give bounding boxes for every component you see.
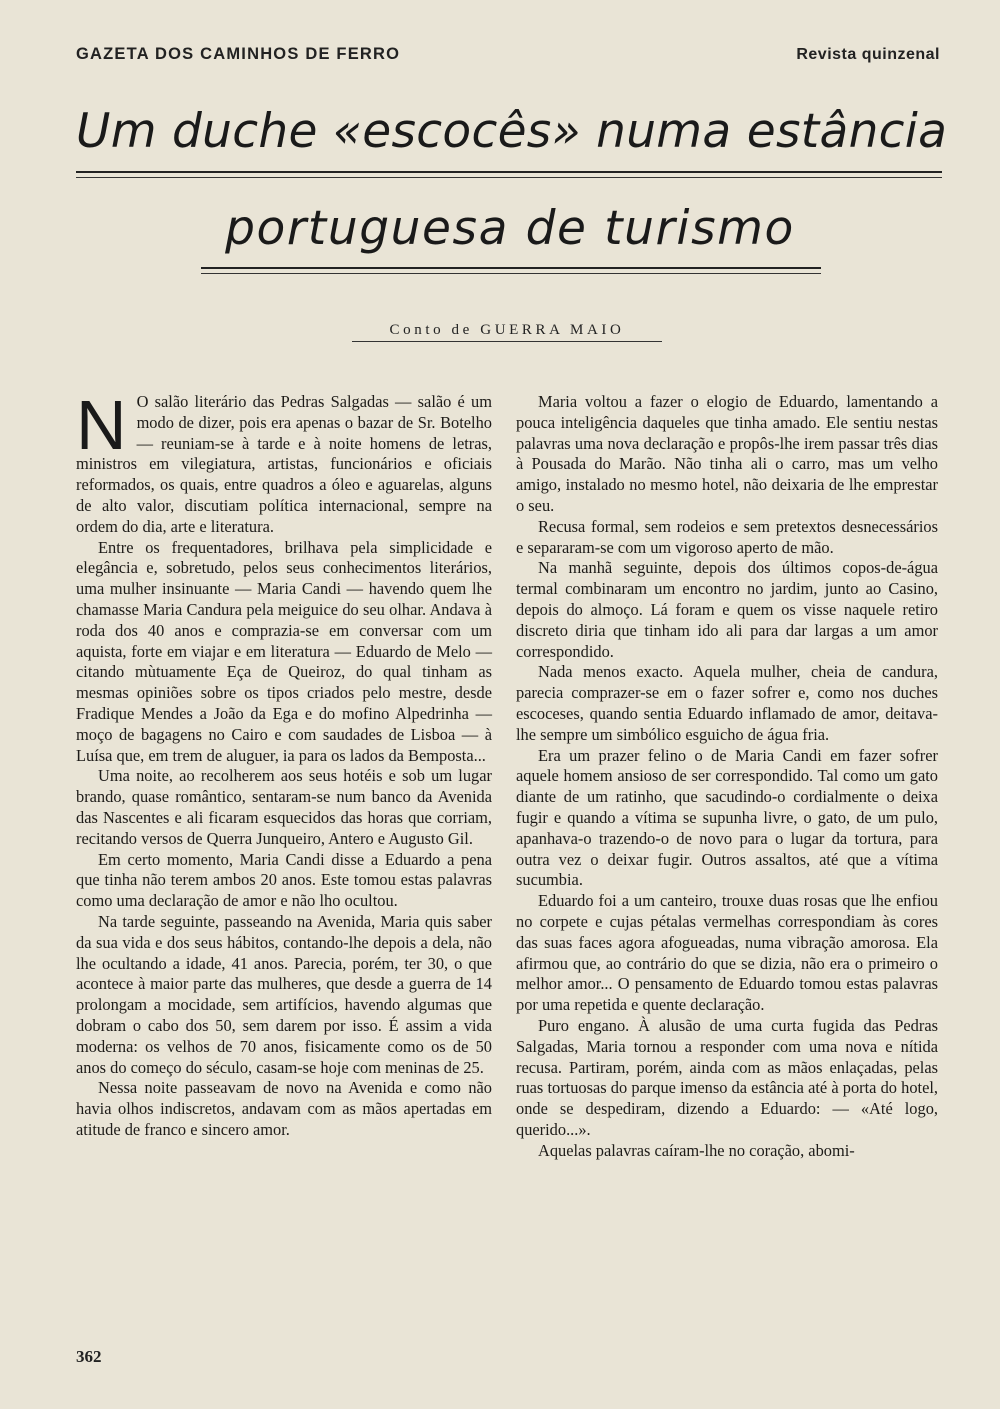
paragraph [76,386,492,538]
page-number: 362 [76,1347,102,1366]
paragraph: Nada menos exacto. Aquela mulher, cheia de candura, parecia comprazer-se em o fazer sofrer e, como nos duches escoceses, quando sentia Eduardo inflamado de amor, deitava-lhe sempre um simbólico esguicho de água fria. [516,662,938,744]
subtitle-rule-thick [201,267,821,269]
drop-cap: N [76,386,127,464]
paragraph-text: O salão literário das Pedras Salgadas — salão é um modo de dizer, pois era apenas o bazar de Sr. Botelho — reuniam-se à tarde e à noite homens de letras, ministros em vilegiatura, artistas, funcionários e oficiais reformados, os quais, entre quadros a óleo e aguarelas, alguns de alto valor, discutiam política internacional, sempre na ordem do dia, arte e literatura. [76,392,492,536]
publication-frequency: Revista quinzenal [796,46,940,63]
paragraph: Uma noite, ao recolherem aos seus hotéis e sob um lugar brando, quase romântico, sentaram-se num banco da Avenida das Nascentes e ali ficaram esquecidos das horas que corriam, recitando versos de Querra Junqueiro, Antero e Augusto Gil. [76,766,492,848]
paragraph: Aquelas palavras caíram-lhe no coração, abomi- [538,1140,855,1160]
paragraph: Eduardo foi a um canteiro, trouxe duas rosas que lhe enfiou no corpete e cujas pétalas vermelhas correspondiam às cores das suas faces agora afogueadas, numa vibração amorosa. Ela afirmou que, ao contrário do que se dizia, não era o primeiro o melhor amor... O pensamento de Eduardo tomou estas palavras por uma repetida e quente declaração. [516,891,938,1015]
paragraph: Entre os frequentadores, brilhava pela simplicidade e elegância e, sobretudo, pelos seus conhecimentos literários, uma mulher insinuante — Maria Candi — havendo quem lhe chamasse Maria Candura pela meiguice do seu olhar. Andava à roda dos 40 anos e comprazia-se em conversar com um aquista, forte em viajar e em literatura — Eduardo de Melo — citando mùtuamente Eça de Queiroz, do qual tinham as mesmas opiniões sobre os tipos criados pelo mestre, desde Fradique Mendes a João da Ega e do mofino Alpedrinha — moço de bagagens no Cairo e com saudades de Lisboa — à Luísa que, em trem de aluguer, ia para os lados da Bemposta... [76,537,492,765]
title-rule-thin [76,177,942,178]
paragraph: Em certo momento, Maria Candi disse a Eduardo a pena que tinha não terem ambos 20 anos. Este tomou estas palavras como uma declaração de amor e não lho ocultou. [76,849,492,911]
text-column-left [76,386,492,1141]
paragraph: Na manhã seguinte, depois dos últimos copos-de-água termal combinaram um encontro no jardim, junto ao Casino, depois do almoço. Lá foram e quem os visse naquele retiro discreto diria que tinham ido ali para dar largas a um amor correspondido. [516,558,938,661]
publication-name: GAZETA DOS CAMINHOS DE FERRO [76,45,401,63]
article-title-line-2: portuguesa de turismo [225,201,795,256]
text-column-right [516,392,938,1161]
paragraph: Recusa formal, sem rodeios e sem pretextos desnecessários e separaram-se com um vigoroso aperto de mão. [516,516,938,557]
paragraph: Puro engano. À alusão de uma curta fugida das Pedras Salgadas, Maria tornou a responder com uma nova e nítida recusa. Partiram, porém, ainda com as mãos enlaçadas, pelas ruas tortuosas do parque imenso da estância até à porta do hotel, onde se despediram, dizendo a Eduardo: — «Até logo, querido...». [516,1015,938,1139]
subtitle-rule-thin [201,273,821,274]
paragraph: Era um prazer felino o de Maria Candi em fazer sofrer aquele homem ansioso de ser correspondido. Tal como um gato diante de um ratinho, que sacudindo-o cordialmente o deixa fugir e quando a vítima se supunha livre, o gato, de um pulo, apanhava-o trazendo-o de novo para o lugar da tortura, para outra vez o deixar fugir. Outros assaltos, até que a vítima sucumbia. [516,745,938,890]
paragraph: Maria voltou a fazer o elogio de Eduardo, lamentando a pouca inteligência daqueles que tinha amado. Ele sentiu nestas palavras uma nova declaração e propôs-lhe irem passar três dias à Pousada do Marão. Não tinha ali o carro, mas um velho amigo, instalado no mesmo hotel, não deixaria de lhe emprestar o seu. [516,392,938,515]
article-byline: Conto de GUERRA MAIO [352,322,662,342]
paragraph: Nessa noite passeavam de novo na Avenida e como não havia olhos indiscretos, andavam com as mãos apertadas em atitude de franco e sincero amor. [76,1078,492,1139]
title-rule-thick [76,171,942,173]
article-title-line-1: Um duche «escocês» numa estância [76,104,948,159]
paragraph: Na tarde seguinte, passeando na Avenida, Maria quis saber da sua vida e dos seus hábitos, contando-lhe depois a dela, não lhe ocultando a idade, 41 anos. Parecia, porém, ter 30, o que acontece à maior parte das mulheres, que desde a guerra de 14 prolongam a mocidade, sem artifícios, havendo algumas que dobram o cabo dos 50, sem darem por isso. É assim a vida moderna: os velhos de 70 anos, fisicamente como os de 50 anos do começo do século, casam-se hoje com meninas de 25. [76,911,492,1077]
